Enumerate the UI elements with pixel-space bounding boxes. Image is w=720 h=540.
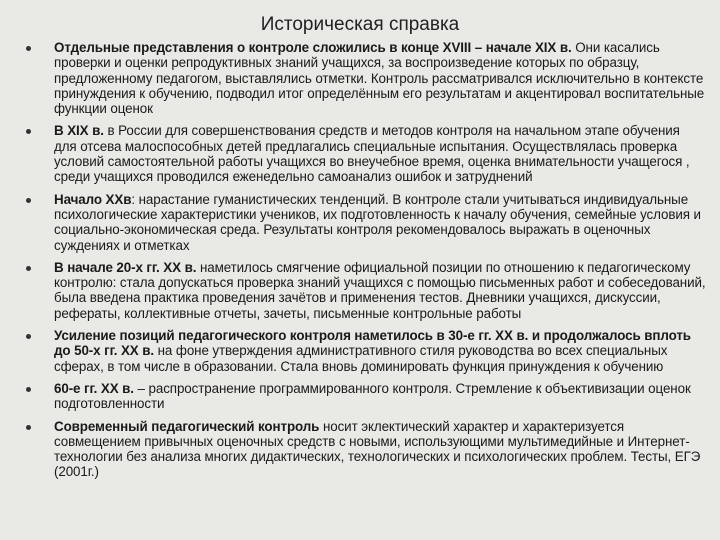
item-heading: 60-е гг. XX в.	[54, 380, 134, 396]
bullet-icon	[26, 46, 31, 51]
item-heading: Усиление позиций педагогического контроля наметилось в 30-е гг. XX в. и продолжалось вплоть до 50-х гг. XX в.	[54, 328, 691, 359]
list-item	[26, 192, 706, 253]
item-text: наметилось смягчение официальной позиции по отношению к педагогическому контролю: стала допускаться проверка знаний учащихся с помощью письменных работ и собеседований, была введена практика проведения зачётов и применения тестов. Дневники учащихся, дискуссии, рефераты, коллективные отчеты, зачеты, письменные контрольные работы	[54, 259, 706, 321]
list-item	[26, 123, 706, 184]
bullet-icon	[26, 266, 31, 271]
bullet-icon	[26, 129, 31, 134]
item-heading: В XIX в.	[54, 123, 104, 139]
list-item	[26, 40, 706, 116]
item-heading: Начало XXв	[54, 191, 132, 207]
item-heading: В начале 20-х гг. XX в.	[54, 259, 197, 275]
item-text: носит эклектический характер и характеризуется совмещением привычных оценочных средств с новыми, использующими мультимедийные и Интернет-технологии без анализа многих дидактических, технологических и психологических проблем. Тесты, ЕГЭ (2001г.)	[54, 418, 701, 480]
item-text: Они касались проверки и оценки репродуктивных знаний учащихся, за воспроизведение которых по образцу, предложенному педагогом, выставлялись отметки. Контроль рассматривался исключительно в контексте принуждения к обучению, подводил итог определённым его результатам и акцентировал воспитательные функции оценок	[54, 40, 705, 117]
bullet-icon	[26, 334, 31, 339]
item-text: на фоне утверждения административного стиля руководства во всех специальных сферах, в том числе в образовании. Стала вновь доминировать функция принуждения к обучению	[54, 343, 668, 374]
item-text: в России для совершенствования средств и методов контроля на начальном этапе обучения для отсева малоспособных детей предлагались специальные испытания. Осуществлялась проверка условий самостоятельной работы учащихся во внеучебное время, оценка внимательности учащегося , среди учащихся проводился еженедельно самоанализ ошибок и затруднений	[54, 123, 690, 185]
item-text: : нарастание гуманистических тенденций. В контроле стали учитываться индивидуальные психологические характеристики учеников, их подготовленность к началу обучения, семейные условия и социально-экономическая среда. Результаты контроля рекомендовалось выражать в оценочных суждениях и отметках	[54, 191, 701, 253]
item-heading: Современный педагогический контроль	[54, 418, 320, 434]
bullet-icon	[26, 387, 31, 392]
bullet-icon	[26, 425, 31, 430]
list-item	[26, 328, 706, 374]
slide-title: Историческая справка	[260, 14, 460, 35]
list-item	[26, 260, 706, 321]
list-item	[26, 419, 706, 480]
list-item	[26, 381, 706, 412]
item-heading: Отдельные представления о контроле сложились в конце XVIII – начале XIX в.	[54, 40, 572, 55]
item-text: – распространение программированного контроля. Стремление к объективизации оценок подготовленности	[54, 380, 691, 412]
history-bullet-list	[26, 40, 706, 480]
bullet-icon	[26, 198, 31, 203]
